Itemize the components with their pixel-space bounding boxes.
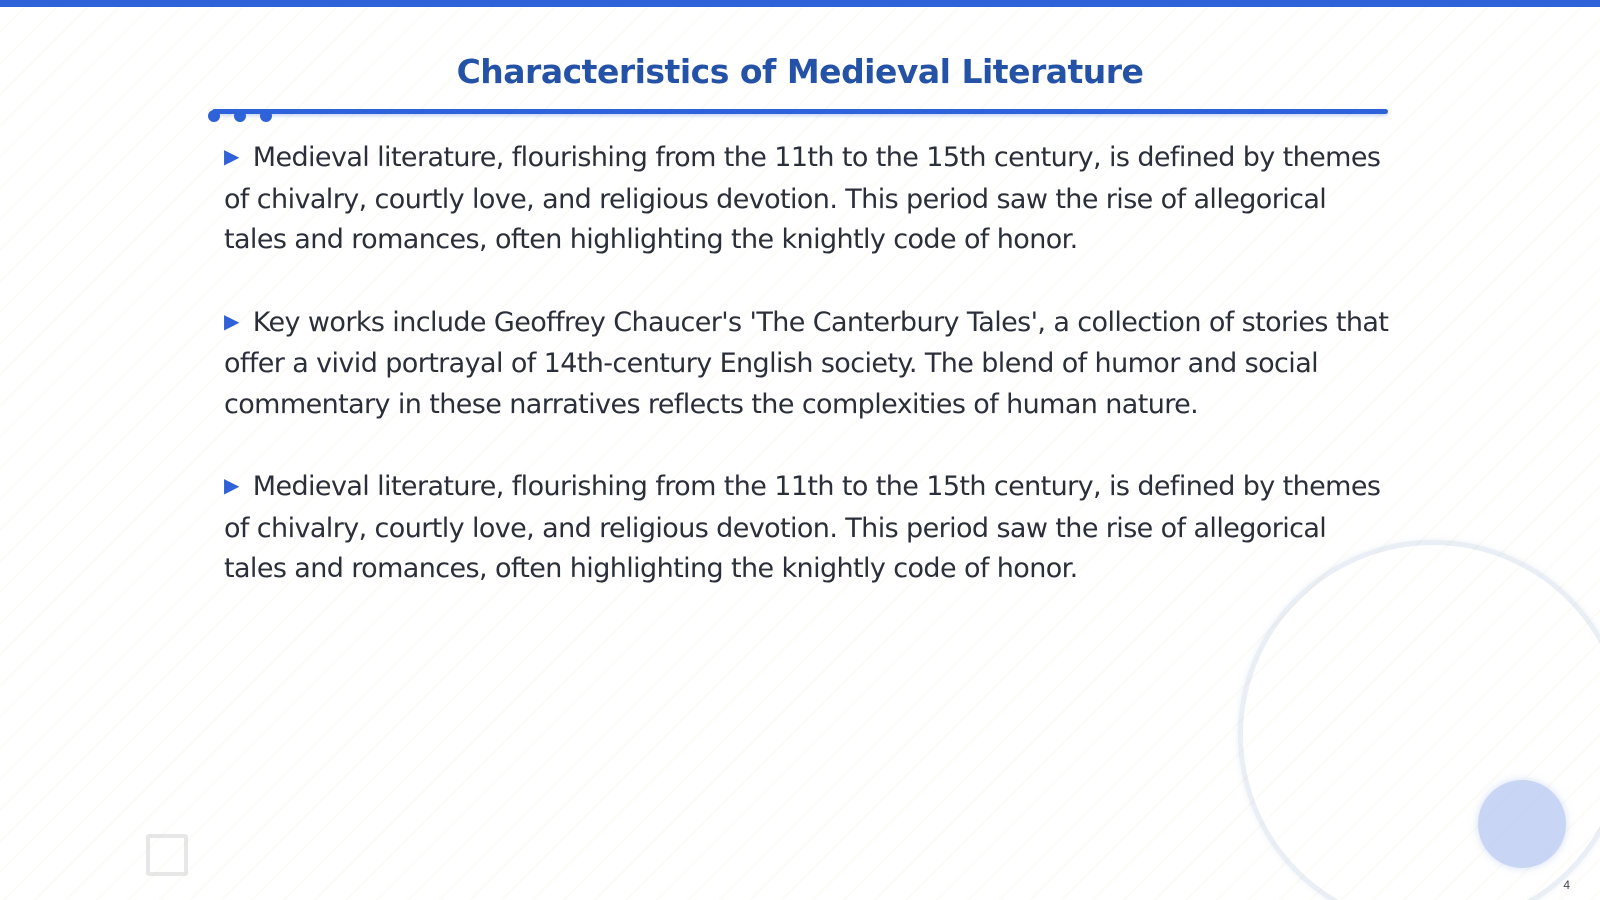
bullet-list [224,138,1394,632]
underline-dot [208,110,220,122]
top-accent-bar [0,0,1600,7]
slide-title: Characteristics of Medieval Literature [456,52,1144,91]
bullet-arrow-icon: ▶ [224,308,239,333]
bullet-item [224,138,1394,261]
decorative-circle-icon [1478,780,1566,868]
underline-dot [234,110,246,122]
bullet-item [224,467,1394,590]
bullet-text: Key works include Geoffrey Chaucer's 'The Canterbury Tales', a collection of stories that offer a vivid portrayal of 14th-century English society. The blend of humor and social commentary in these narratives reflects the complexities of human nature. [224,306,1389,420]
page-number: 4 [1563,878,1570,892]
bullet-arrow-icon: ▶ [224,144,239,168]
bullet-arrow-icon: ▶ [224,473,239,497]
underline-dot [260,110,272,122]
title-underline [212,109,1388,114]
decorative-square-icon [146,834,188,876]
bullet-text: Medieval literature, flourishing from the 11th to the 15th century, is defined by themes of chivalry, courtly love, and religious devotion. This period saw the rise of allegorical tales and romances, often highlighting the knightly code of honor. [224,142,1381,255]
bullet-item [224,303,1394,426]
bullet-text: Medieval literature, flourishing from the 11th to the 15th century, is defined by themes of chivalry, courtly love, and religious devotion. This period saw the rise of allegorical tales and romances, often highlighting the knightly code of honor. [224,471,1381,584]
